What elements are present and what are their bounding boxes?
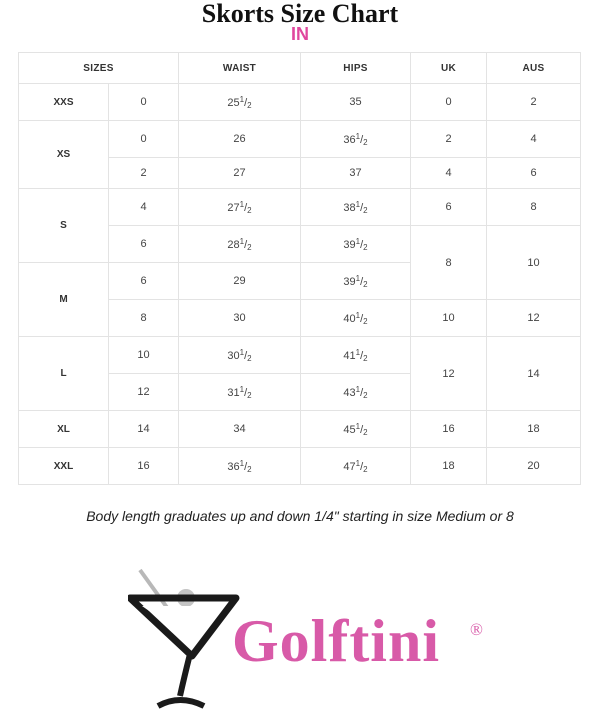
aus-cell: 18 <box>487 411 581 448</box>
frac-den: 2 <box>247 464 252 474</box>
frac-num: 1 <box>355 458 361 468</box>
us-size-cell: 0 <box>109 121 179 158</box>
size-label: XXL <box>19 448 109 485</box>
frac-den: 2 <box>363 316 368 326</box>
frac-den: 2 <box>363 427 368 437</box>
size-label: XXS <box>19 84 109 121</box>
frac-num: 1 <box>239 94 245 104</box>
aus-cell: 14 <box>487 337 581 411</box>
hips-whole: 45 <box>343 423 356 436</box>
uk-cell: 12 <box>411 337 487 411</box>
frac-num: 1 <box>239 347 245 357</box>
hips-cell: 35 <box>301 84 411 121</box>
waist-cell: $30^1/_2$ <box>179 337 301 374</box>
frac-den: 2 <box>247 390 252 400</box>
us-size-cell: 8 <box>109 300 179 337</box>
header-aus: AUS <box>487 53 581 84</box>
frac-den: 2 <box>247 242 252 252</box>
aus-cell: 20 <box>487 448 581 485</box>
waist-cell: 34 <box>179 411 301 448</box>
unit-label: IN <box>291 24 309 44</box>
hips-cell: $36^1/_2$ <box>301 121 411 158</box>
uk-cell: 4 <box>411 158 487 189</box>
size-label: S <box>19 189 109 263</box>
frac-num: 1 <box>239 384 245 394</box>
waist-cell: $31^1/_2$ <box>179 374 301 411</box>
frac-num: 1 <box>355 131 361 141</box>
table-row <box>19 411 581 448</box>
table-row <box>19 84 581 121</box>
hips-whole: 40 <box>343 312 356 325</box>
frac-den: 2 <box>363 279 368 289</box>
waist-cell: $25^1/_2$ <box>179 84 301 121</box>
frac-den: 2 <box>247 100 252 110</box>
uk-cell: 16 <box>411 411 487 448</box>
hips-whole: 41 <box>343 349 356 362</box>
waist-cell: 29 <box>179 263 301 300</box>
frac-num: 1 <box>355 273 361 283</box>
frac-den: 2 <box>363 137 368 147</box>
frac-num: 1 <box>355 384 361 394</box>
uk-cell: 10 <box>411 300 487 337</box>
hips-whole: 39 <box>343 275 356 288</box>
size-label: XS <box>19 121 109 189</box>
waist-whole: 25 <box>227 96 240 109</box>
table-row <box>19 448 581 485</box>
waist-cell: $27^1/_2$ <box>179 189 301 226</box>
frac-num: 1 <box>355 236 361 246</box>
waist-cell: 26 <box>179 121 301 158</box>
frac-num: 1 <box>239 458 245 468</box>
table-row <box>19 189 581 226</box>
hips-cell: $40^1/_2$ <box>301 300 411 337</box>
frac-den: 2 <box>363 242 368 252</box>
uk-cell: 6 <box>411 189 487 226</box>
size-label: M <box>19 263 109 337</box>
header-waist: WAIST <box>179 53 301 84</box>
hips-cell: $41^1/_2$ <box>301 337 411 374</box>
aus-cell: 6 <box>487 158 581 189</box>
hips-cell: $43^1/_2$ <box>301 374 411 411</box>
us-size-cell: 6 <box>109 263 179 300</box>
aus-cell: 8 <box>487 189 581 226</box>
us-size-cell: 10 <box>109 337 179 374</box>
uk-cell: 18 <box>411 448 487 485</box>
hips-cell: $38^1/_2$ <box>301 189 411 226</box>
waist-cell: $28^1/_2$ <box>179 226 301 263</box>
table-row <box>19 121 581 158</box>
us-size-cell: 16 <box>109 448 179 485</box>
size-chart-table <box>18 52 581 485</box>
waist-whole: 28 <box>227 238 240 251</box>
hips-whole: 47 <box>343 460 356 473</box>
waist-whole: 30 <box>227 349 240 362</box>
frac-den: 2 <box>363 353 368 363</box>
frac-num: 1 <box>355 310 361 320</box>
body-length-note: Body length graduates up and down 1/4" starting in size Medium or 8 <box>86 508 514 524</box>
waist-cell: 30 <box>179 300 301 337</box>
frac-den: 2 <box>247 353 252 363</box>
waist-whole: 36 <box>227 460 240 473</box>
frac-num: 1 <box>355 347 361 357</box>
glass-base <box>158 700 204 706</box>
frac-den: 2 <box>363 205 368 215</box>
frac-num: 1 <box>239 199 245 209</box>
frac-num: 1 <box>355 421 361 431</box>
frac-den: 2 <box>363 390 368 400</box>
uk-cell: 8 <box>411 226 487 300</box>
table-row <box>19 337 581 374</box>
us-size-cell: 2 <box>109 158 179 189</box>
size-label: XL <box>19 411 109 448</box>
aus-cell: 10 <box>487 226 581 300</box>
size-label: L <box>19 337 109 411</box>
hips-cell: $39^1/_2$ <box>301 263 411 300</box>
hips-cell: $39^1/_2$ <box>301 226 411 263</box>
hips-whole: 38 <box>343 201 356 214</box>
hips-whole: 43 <box>343 386 356 399</box>
frac-den: 2 <box>247 205 252 215</box>
us-size-cell: 0 <box>109 84 179 121</box>
waist-whole: 31 <box>227 386 240 399</box>
header-uk: UK <box>411 53 487 84</box>
aus-cell: 2 <box>487 84 581 121</box>
waist-whole: 27 <box>227 201 240 214</box>
frac-num: 1 <box>355 199 361 209</box>
hips-cell: 37 <box>301 158 411 189</box>
waist-cell: $36^1/_2$ <box>179 448 301 485</box>
hips-whole: 36 <box>343 133 356 146</box>
hips-cell: $47^1/_2$ <box>301 448 411 485</box>
us-size-cell: 12 <box>109 374 179 411</box>
us-size-cell: 6 <box>109 226 179 263</box>
frac-den: 2 <box>363 464 368 474</box>
header-hips: HIPS <box>301 53 411 84</box>
uk-cell: 0 <box>411 84 487 121</box>
header-sizes: SIZES <box>19 53 179 84</box>
registered-mark: ® <box>470 620 483 639</box>
table-header-row <box>19 53 581 84</box>
chart-title: Skorts Size Chart <box>201 0 399 28</box>
aus-cell: 4 <box>487 121 581 158</box>
hips-whole: 39 <box>343 238 356 251</box>
frac-num: 1 <box>239 236 245 246</box>
waist-cell: 27 <box>179 158 301 189</box>
us-size-cell: 14 <box>109 411 179 448</box>
brand-wordmark: Golftini <box>232 608 441 674</box>
aus-cell: 12 <box>487 300 581 337</box>
uk-cell: 2 <box>411 121 487 158</box>
us-size-cell: 4 <box>109 189 179 226</box>
hips-cell: $45^1/_2$ <box>301 411 411 448</box>
glass-stem <box>180 654 190 696</box>
